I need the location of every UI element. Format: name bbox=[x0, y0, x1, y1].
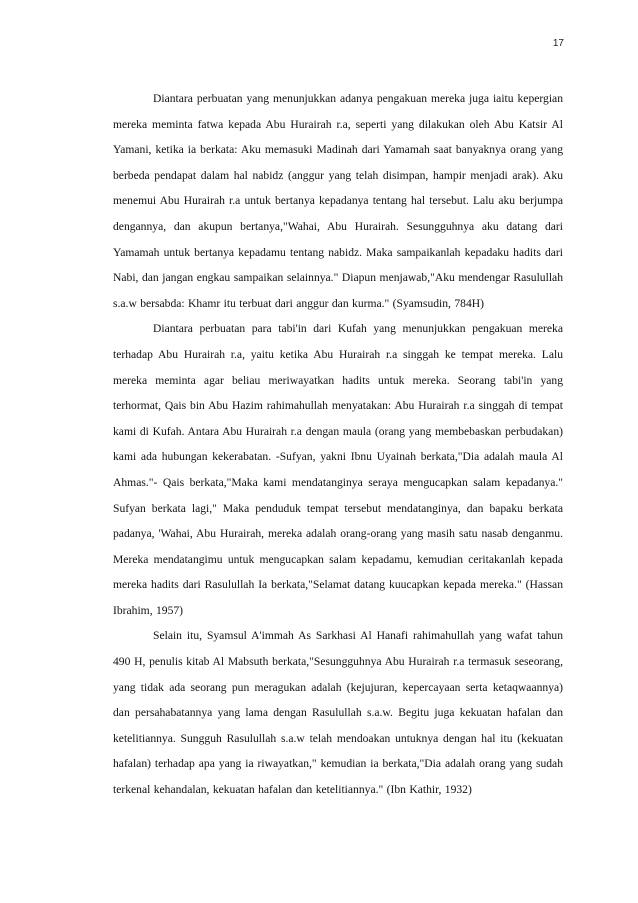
paragraph-1: Diantara perbuatan yang menunjukkan adanya pengakuan mereka juga iaitu kepergian mereka meminta fatwa kepada Abu Hurairah r.a, seperti yang dilakukan oleh Abu Katsir Al Yamani, ketika ia berkata: Aku memasuki Madinah dari Yamamah saat banyaknya orang yang berbeda pendapat dalam hal nabidz (anggur yang telah disimpan, hampir menjadi arak). Aku menemui Abu Hurairah r.a untuk bertanya kepadanya tentang hal tersebut. Lalu aku berjumpa dengannya, dan akupun bertanya,"Wahai, Abu Hurairah. Sesungguhnya aku datang dari Yamamah untuk bertanya kepadamu tentang nabidz. Maka sampaikanlah kepadaku hadits dari Nabi, dan jangan engkau sampaikan selainnya." Diapun menjawab,"Aku mendengar Rasulullah s.a.w bersabda: Khamr itu terbuat dari anggur dan kurma." (Syamsudin, 784H) bbox=[113, 92, 563, 310]
document-body bbox=[113, 86, 563, 803]
page-number: 17 bbox=[552, 38, 564, 49]
paragraph-3: Selain itu, Syamsul A'immah As Sarkhasi Al Hanafi rahimahullah yang wafat tahun 490 H, penulis kitab Al Mabsuth berkata,"Sesungguhnya Abu Hurairah r.a termasuk seseorang, yang tidak ada seorang pun meragukan adalah (kejujuran, kepercayaan serta ketaqwaannya) dan persahabatannya yang lama dengan Rasulullah s.a.w. Begitu juga kekuatan hafalan dan ketelitiannya. Sungguh Rasulullah s.a.w telah mendoakan untuknya dengan hal itu (kekuatan hafalan) terhadap apa yang ia riwayatkan," kemudian ia berkata,"Dia adalah orang yang sudah terkenal kehandalan, kekuatan hafalan dan ketelitiannya." (Ibn Kathir, 1932) bbox=[113, 629, 563, 797]
paragraph-2: Diantara perbuatan para tabi'in dari Kufah yang menunjukkan pengakuan mereka terhadap Abu Hurairah r.a, yaitu ketika Abu Hurairah r.a singgah ke tempat mereka. Lalu mereka meminta agar beliau meriwayatkan hadits untuk mereka. Seorang tabi'in yang terhormat, Qais bin Abu Hazim rahimahullah menyatakan: Abu Hurairah r.a singgah di tempat kami di Kufah. Antara Abu Hurairah r.a dengan maula (orang yang membebaskan perbudakan) kami ada hubungan kekerabatan. -Sufyan, yakni Ibnu Uyainah berkata,"Dia adalah maula Al Ahmas."- Qais berkata,"Maka kami mendatanginya seraya mengucapkan salam kepadanya." Sufyan berkata lagi," Maka penduduk tempat tersebut mendatanginya, dan bapaku berkata padanya, 'Wahai, Abu Hurairah, mereka adalah orang-orang yang masih satu nasab denganmu. Mereka mendatangimu untuk mengucapkan salam kepadamu, kemudian ceritakanlah kepada mereka hadits dari Rasulullah Ia berkata,"Selamat datang kuucapkan kepada mereka." (Hassan Ibrahim, 1957) bbox=[113, 322, 563, 617]
